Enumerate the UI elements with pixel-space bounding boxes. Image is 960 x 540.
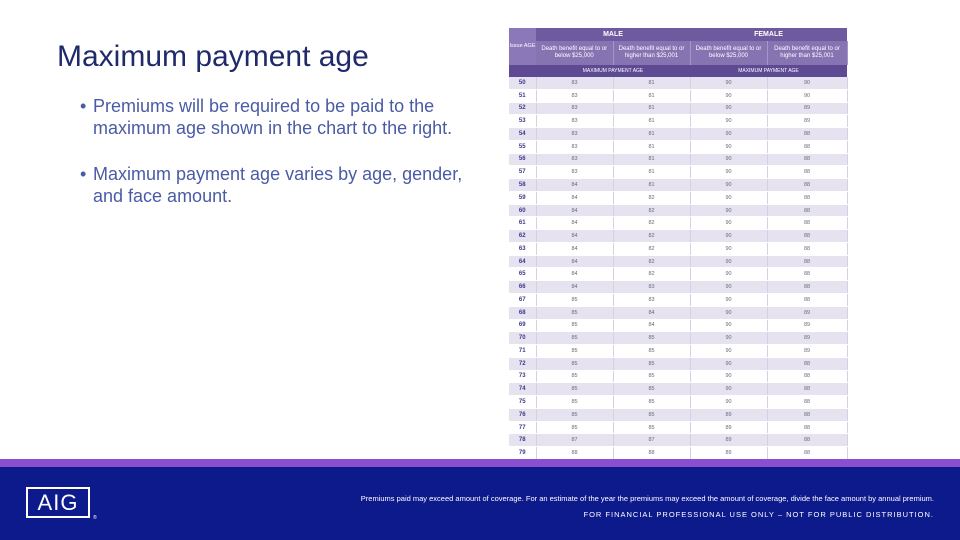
table-row: [509, 294, 847, 307]
table-row: [509, 332, 847, 345]
bullet-text: Maximum payment age varies by age, gender, and face amount.: [93, 164, 463, 206]
max-age-cell: 88: [767, 434, 847, 447]
table-row: [509, 77, 847, 89]
issue-age-cell: 56: [509, 153, 536, 166]
bullet-item: [80, 95, 480, 139]
issue-age-cell: 55: [509, 140, 536, 153]
max-age-cell: 84: [536, 191, 613, 204]
table-row: [509, 421, 847, 434]
table-body: [509, 77, 847, 472]
max-age-cell: 82: [613, 268, 690, 281]
max-age-cell: 82: [613, 255, 690, 268]
issue-age-cell: 75: [509, 396, 536, 409]
max-age-cell: 88: [767, 128, 847, 141]
max-age-cell: 84: [536, 281, 613, 294]
max-age-cell: 83: [536, 153, 613, 166]
max-age-cell: 85: [613, 383, 690, 396]
issue-age-cell: 70: [509, 332, 536, 345]
max-age-cell: 85: [536, 319, 613, 332]
table-row: [509, 166, 847, 179]
max-age-cell: 83: [536, 89, 613, 102]
issue-age-cell: 58: [509, 179, 536, 192]
max-age-cell: 87: [536, 434, 613, 447]
max-age-cell: 85: [536, 408, 613, 421]
max-age-cell: 90: [767, 89, 847, 102]
max-age-cell: 88: [613, 447, 690, 460]
max-age-cell: 82: [613, 204, 690, 217]
max-age-cell: 90: [690, 294, 767, 307]
footer-disclaimer: Premiums paid may exceed amount of coverage. For an estimate of the year the premiums may exceed the amount of coverage, divide the face amount by annual premium.: [360, 494, 934, 503]
max-age-cell: 85: [613, 345, 690, 358]
max-age-cell: 90: [690, 204, 767, 217]
footer-bar: [0, 467, 960, 540]
max-age-cell: 87: [613, 434, 690, 447]
subheader-spacer: [509, 65, 536, 77]
issue-age-cell: 62: [509, 230, 536, 243]
issue-age-cell: 59: [509, 191, 536, 204]
max-age-cell: 83: [536, 102, 613, 115]
max-age-cell: 88: [767, 191, 847, 204]
max-age-cell: 88: [767, 408, 847, 421]
max-age-cell: 88: [767, 357, 847, 370]
issue-age-cell: 52: [509, 102, 536, 115]
max-age-cell: 85: [536, 383, 613, 396]
table-row: [509, 357, 847, 370]
max-age-cell: 90: [690, 319, 767, 332]
table-row: [509, 89, 847, 102]
table-row: [509, 383, 847, 396]
max-age-cell: 88: [536, 447, 613, 460]
bullet-text: Premiums will be required to be paid to the maximum age shown in the chart to the right.: [93, 96, 453, 138]
max-age-cell: 89: [690, 421, 767, 434]
issue-age-cell: 73: [509, 370, 536, 383]
max-age-cell: 88: [767, 294, 847, 307]
max-age-cell: 88: [767, 204, 847, 217]
issue-age-cell: 76: [509, 408, 536, 421]
max-age-cell: 89: [767, 332, 847, 345]
max-age-cell: 90: [690, 217, 767, 230]
max-age-cell: 84: [536, 255, 613, 268]
max-age-cell: 83: [613, 281, 690, 294]
aig-logo: AIG: [26, 487, 90, 518]
table-row: [509, 447, 847, 460]
max-age-cell: 84: [536, 179, 613, 192]
max-age-cell: 84: [536, 204, 613, 217]
table-row: [509, 408, 847, 421]
max-age-cell: 82: [613, 242, 690, 255]
max-age-cell: 85: [613, 332, 690, 345]
max-age-cell: 90: [690, 153, 767, 166]
issue-age-cell: 77: [509, 421, 536, 434]
max-age-cell: 82: [613, 191, 690, 204]
issue-age-cell: 57: [509, 166, 536, 179]
max-age-cell: 90: [690, 242, 767, 255]
issue-age-cell: 66: [509, 281, 536, 294]
table-row: [509, 268, 847, 281]
issue-age-cell: 63: [509, 242, 536, 255]
max-age-cell: 84: [536, 217, 613, 230]
table-row: [509, 230, 847, 243]
max-age-cell: 90: [690, 102, 767, 115]
max-age-cell: 83: [536, 128, 613, 141]
max-age-cell: 83: [536, 77, 613, 89]
max-age-cell: 82: [613, 217, 690, 230]
max-age-cell: 90: [690, 89, 767, 102]
issue-age-cell: 74: [509, 383, 536, 396]
max-age-cell: 88: [767, 396, 847, 409]
male-header: MALE: [536, 28, 690, 41]
table-row: [509, 102, 847, 115]
bullet-list: [80, 95, 480, 231]
table-row: [509, 370, 847, 383]
max-age-cell: 88: [767, 242, 847, 255]
max-age-cell: 88: [767, 281, 847, 294]
max-age-cell: 90: [690, 230, 767, 243]
issue-age-cell: 69: [509, 319, 536, 332]
issue-age-cell: 72: [509, 357, 536, 370]
max-age-cell: 88: [767, 140, 847, 153]
male-subheader: MAXIMUM PAYMENT AGE: [536, 65, 690, 77]
max-age-cell: 89: [767, 115, 847, 128]
max-age-cell: 90: [690, 332, 767, 345]
max-age-cell: 90: [690, 255, 767, 268]
max-age-cell: 84: [613, 319, 690, 332]
max-age-cell: 89: [690, 408, 767, 421]
issue-age-cell: 54: [509, 128, 536, 141]
table-row: [509, 255, 847, 268]
max-age-cell: 85: [536, 357, 613, 370]
column-header: Death benefit equal to or higher than $25,001: [767, 41, 847, 65]
bullet-dot: •: [80, 164, 87, 184]
max-age-cell: 81: [613, 179, 690, 192]
bullet-dot: •: [80, 96, 87, 116]
max-age-cell: 90: [690, 115, 767, 128]
max-age-cell: 84: [536, 268, 613, 281]
issue-age-cell: 64: [509, 255, 536, 268]
bullet-item: [80, 163, 480, 207]
max-age-cell: 81: [613, 102, 690, 115]
max-age-cell: 81: [613, 115, 690, 128]
max-age-cell: 90: [690, 306, 767, 319]
max-age-cell: 85: [613, 396, 690, 409]
max-age-cell: 81: [613, 153, 690, 166]
issue-age-cell: 53: [509, 115, 536, 128]
max-age-cell: 88: [767, 255, 847, 268]
issue-age-cell: 68: [509, 306, 536, 319]
issue-age-cell: 51: [509, 89, 536, 102]
column-header: Death benefit equal to or below $25,000: [690, 41, 767, 65]
table-row: [509, 204, 847, 217]
max-age-cell: 88: [767, 447, 847, 460]
issue-age-cell: 78: [509, 434, 536, 447]
max-payment-age-table: [509, 28, 848, 473]
max-age-cell: 90: [690, 357, 767, 370]
max-age-cell: 85: [613, 421, 690, 434]
issue-age-cell: 71: [509, 345, 536, 358]
max-age-cell: 88: [767, 268, 847, 281]
max-age-cell: 90: [690, 166, 767, 179]
max-age-cell: 88: [767, 217, 847, 230]
female-header: FEMALE: [690, 28, 847, 41]
max-age-cell: 85: [536, 421, 613, 434]
max-age-cell: 83: [536, 115, 613, 128]
max-age-cell: 90: [690, 268, 767, 281]
max-age-cell: 90: [690, 128, 767, 141]
max-age-cell: 85: [536, 396, 613, 409]
max-age-cell: 88: [767, 153, 847, 166]
max-age-cell: 89: [690, 434, 767, 447]
table-row: [509, 281, 847, 294]
slide-title: Maximum payment age: [57, 40, 369, 73]
max-age-cell: 85: [536, 306, 613, 319]
max-age-cell: 90: [690, 370, 767, 383]
max-age-cell: 90: [690, 281, 767, 294]
table-row: [509, 153, 847, 166]
max-age-cell: 85: [613, 370, 690, 383]
max-age-cell: 85: [536, 370, 613, 383]
max-age-cell: 88: [767, 421, 847, 434]
issue-age-cell: 50: [509, 77, 536, 89]
issue-age-cell: 61: [509, 217, 536, 230]
registered-mark: ®: [93, 515, 97, 521]
max-age-cell: 89: [767, 319, 847, 332]
table-row: [509, 434, 847, 447]
table-row: [509, 345, 847, 358]
max-age-cell: 84: [536, 230, 613, 243]
table-row: [509, 319, 847, 332]
max-age-cell: 83: [536, 140, 613, 153]
table-row: [509, 115, 847, 128]
accent-stripe: [0, 459, 960, 467]
max-age-cell: 83: [613, 294, 690, 307]
max-age-cell: 85: [613, 357, 690, 370]
max-age-cell: 89: [690, 447, 767, 460]
max-age-cell: 90: [690, 191, 767, 204]
max-age-cell: 88: [767, 166, 847, 179]
table-row: [509, 191, 847, 204]
max-age-cell: 90: [690, 179, 767, 192]
max-age-cell: 90: [690, 77, 767, 89]
max-age-cell: 89: [767, 345, 847, 358]
max-age-cell: 82: [613, 230, 690, 243]
table-row: [509, 242, 847, 255]
max-age-cell: 88: [767, 179, 847, 192]
max-age-cell: 85: [536, 345, 613, 358]
table-row: [509, 396, 847, 409]
max-age-cell: 81: [613, 89, 690, 102]
column-header: Death benefit equal to or higher than $25,001: [613, 41, 690, 65]
issue-age-cell: 67: [509, 294, 536, 307]
table-row: [509, 179, 847, 192]
max-age-cell: 85: [536, 294, 613, 307]
max-age-cell: 89: [767, 306, 847, 319]
max-age-cell: 88: [767, 370, 847, 383]
table-row: [509, 306, 847, 319]
issue-age-cell: 65: [509, 268, 536, 281]
footer-usage-note: FOR FINANCIAL PROFESSIONAL USE ONLY – NOT FOR PUBLIC DISTRIBUTION.: [583, 510, 934, 519]
issue-age-header: Issue AGE: [509, 28, 536, 65]
issue-age-cell: 60: [509, 204, 536, 217]
max-age-cell: 81: [613, 128, 690, 141]
female-subheader: MAXIMUM PAYMENT AGE: [690, 65, 847, 77]
max-age-cell: 81: [613, 77, 690, 89]
table-row: [509, 140, 847, 153]
max-age-cell: 88: [767, 383, 847, 396]
max-age-cell: 81: [613, 166, 690, 179]
max-age-cell: 81: [613, 140, 690, 153]
issue-age-cell: 79: [509, 447, 536, 460]
max-age-cell: 85: [536, 332, 613, 345]
max-age-cell: 90: [690, 140, 767, 153]
max-age-cell: 84: [613, 306, 690, 319]
max-age-cell: 83: [536, 166, 613, 179]
max-age-cell: 88: [767, 230, 847, 243]
max-age-cell: 90: [767, 77, 847, 89]
column-header: Death benefit equal to or below $25,000: [536, 41, 613, 65]
max-age-cell: 84: [536, 242, 613, 255]
max-age-cell: 90: [690, 345, 767, 358]
table-row: [509, 128, 847, 141]
max-age-cell: 85: [613, 408, 690, 421]
max-age-cell: 90: [690, 383, 767, 396]
table-row: [509, 217, 847, 230]
max-age-cell: 90: [690, 396, 767, 409]
max-age-cell: 89: [767, 102, 847, 115]
